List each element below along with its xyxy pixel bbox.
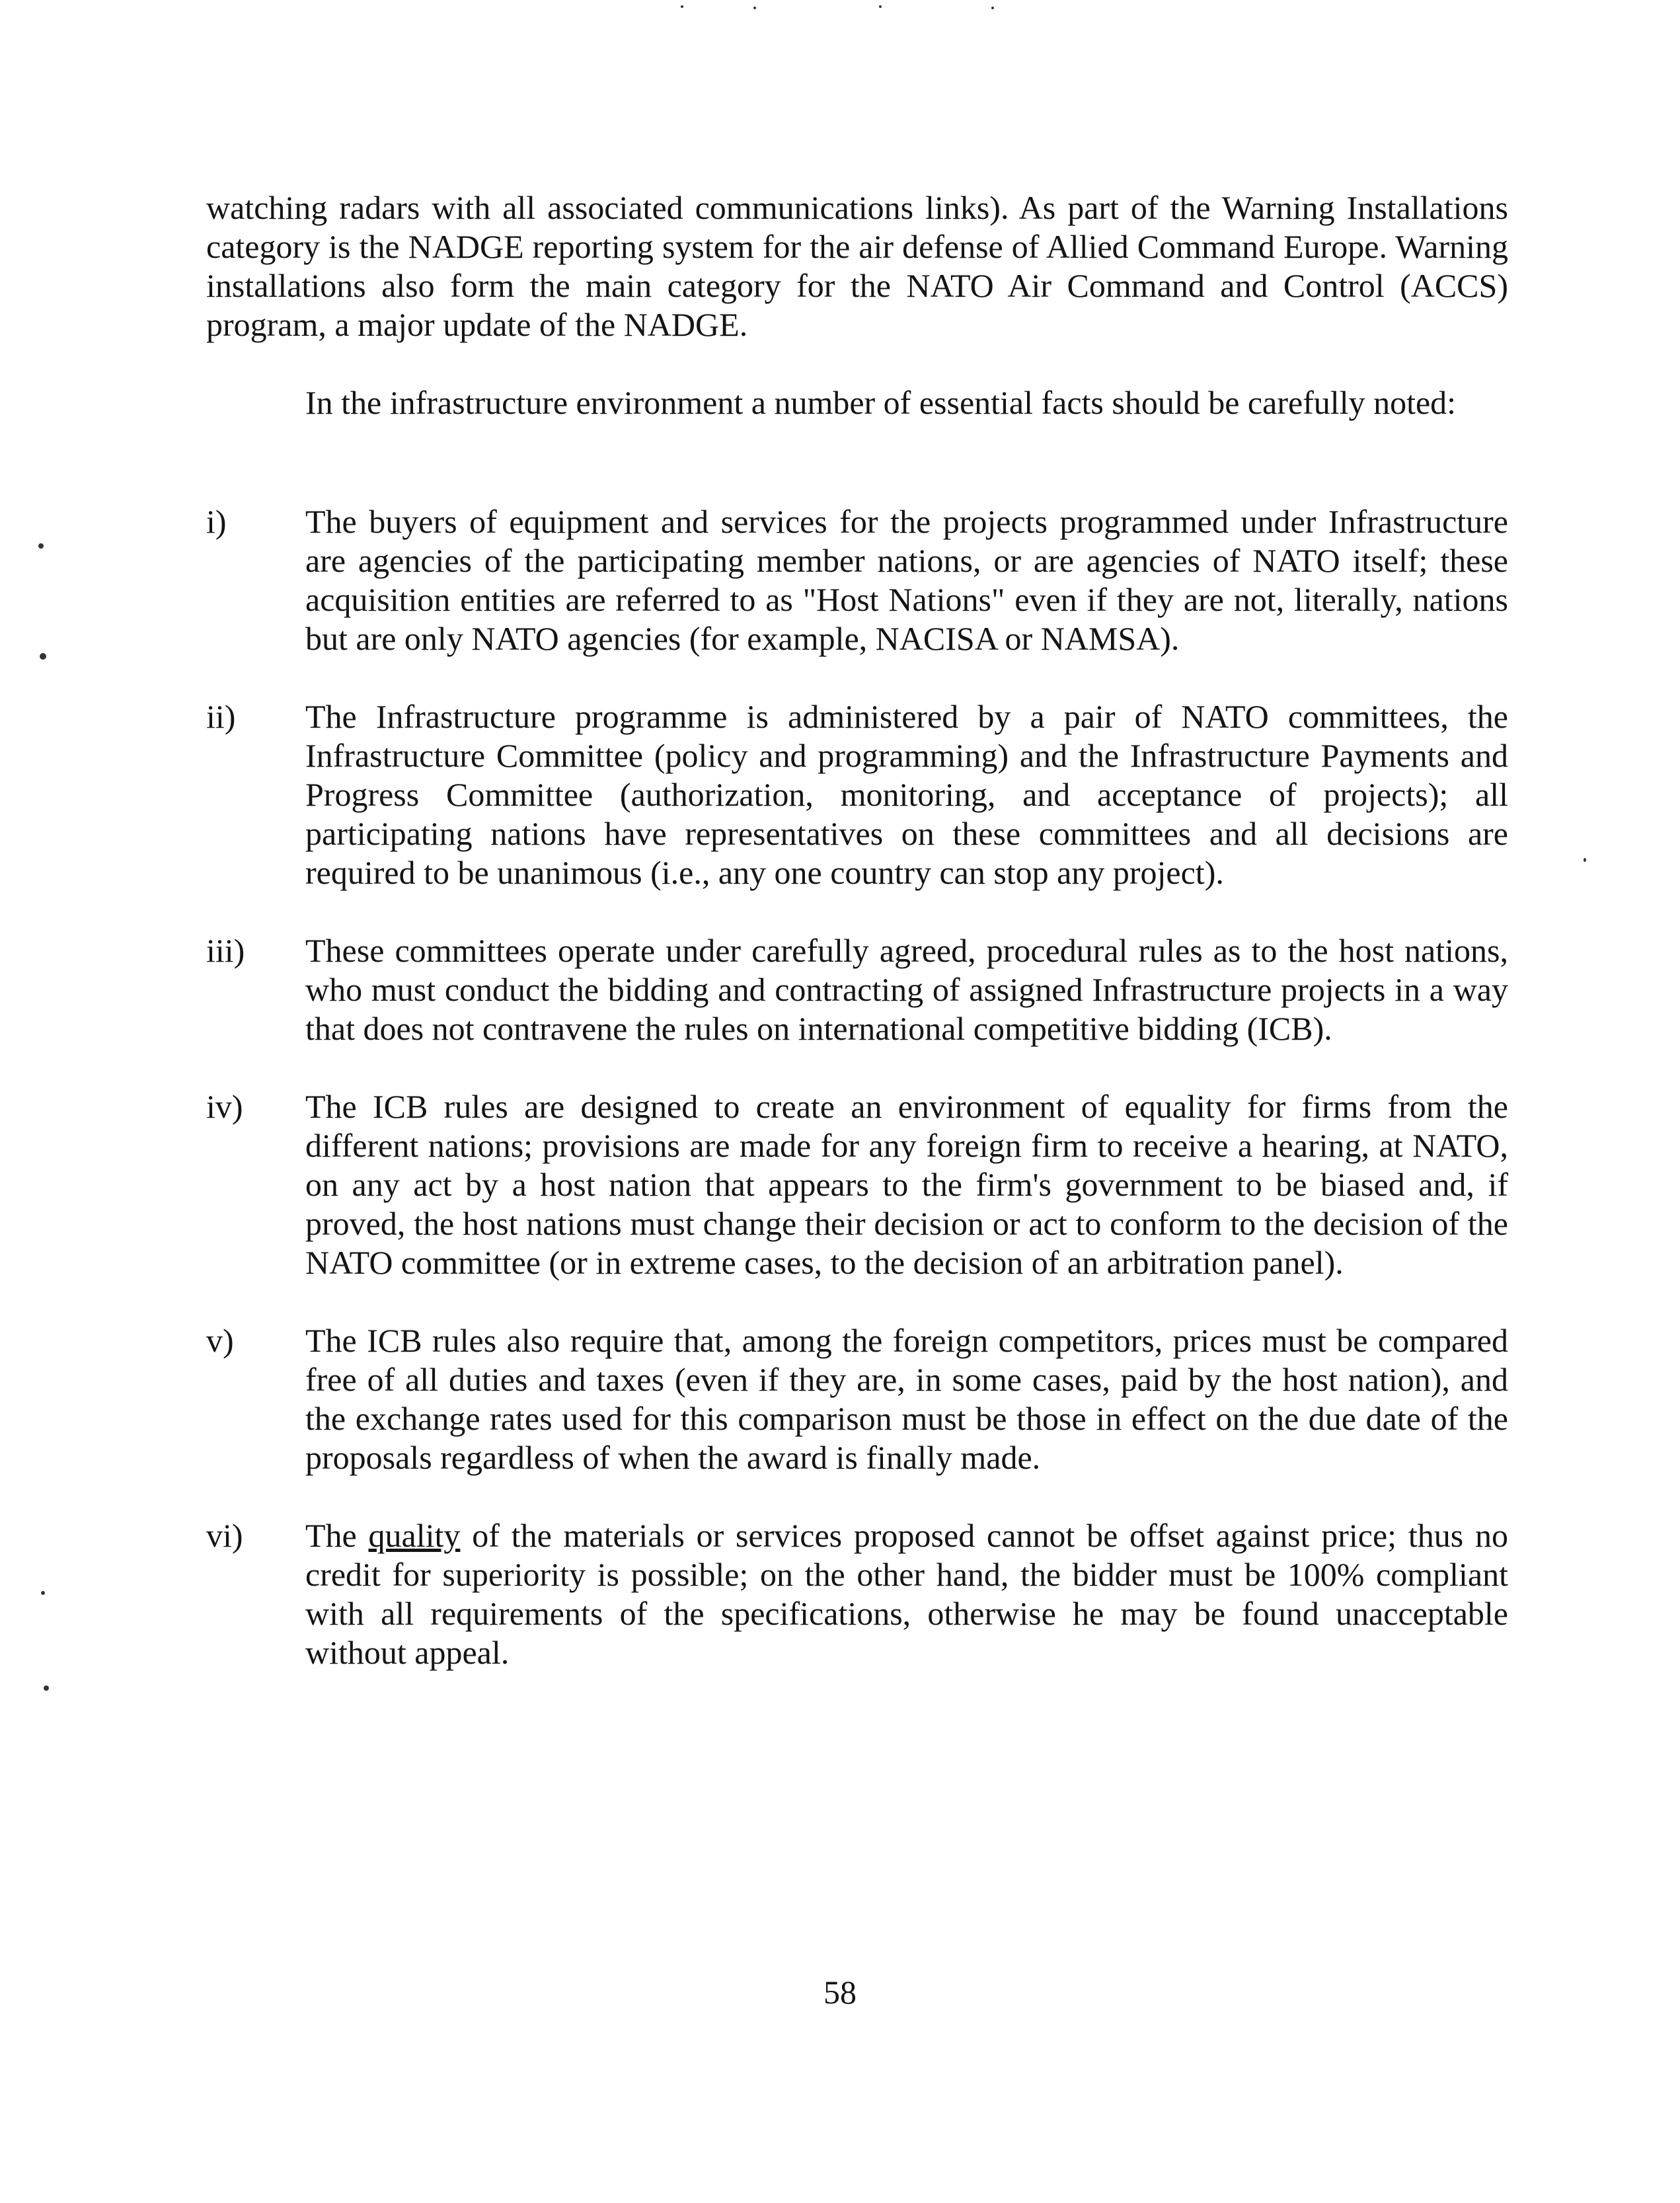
scan-speck: [44, 1685, 49, 1691]
list-marker: iv): [206, 1088, 243, 1125]
quality-underlined-word: quality: [368, 1517, 461, 1554]
list-item: [206, 1087, 1508, 1282]
list-marker: ii): [206, 698, 236, 735]
scan-speck: [991, 7, 994, 9]
list-item: [206, 1516, 1508, 1672]
scan-speck: [1584, 858, 1586, 862]
quality-prefix: The: [305, 1517, 369, 1554]
quality-suffix: of the materials or services proposed cannot be offset against price; thus no credit for superiority is possible; on the other hand, the bidder must be 100% compliant with all requirements of the specifications, otherwise he may be found unacceptable without appeal.: [305, 1517, 1508, 1671]
scan-speck: [879, 5, 882, 8]
scan-speck: [40, 653, 46, 660]
list-item-text: The ICB rules are designed to create an environment of equality for firms from the different nations; provisions are made for any foreign firm to receive a hearing, at NATO, on any act by a host nation that appears to the firm's government to be biased and, if proved, the host nations must change their decision or act to conform to the decision of the NATO committee (or in extreme cases, to the decision of an arbitration panel).: [305, 1088, 1508, 1281]
list-marker: i): [206, 503, 227, 540]
list-item: [206, 1321, 1508, 1477]
list-item: [206, 502, 1508, 658]
scan-speck: [41, 1591, 45, 1595]
intro-paragraph: watching radars with all associated communications links). As part of the Warning Installations category is the NADGE reporting system for the air defense of Allied Command Europe. Warning installations also form the main category for the NATO Air Command and Control (ACCS) program, a major update of the NADGE.: [206, 189, 1508, 343]
list-marker: iii): [206, 932, 245, 969]
scan-speck: [38, 543, 44, 549]
list-marker: vi): [206, 1517, 243, 1554]
list-marker: v): [206, 1322, 234, 1359]
list-item-text: The Infrastructure programme is administered by a pair of NATO committees, the Infrastructure Committee (policy and programming) and the Infrastructure Payments and Progress Committee (authorization, monitoring, and acceptance of projects); all participating nations have representatives on these committees and all decisions are required to be unanimous (i.e., any one country can stop any project).: [305, 698, 1508, 891]
facts-list: [206, 502, 1508, 1672]
lead-paragraph: In the infrastructure environment a number of essential facts should be carefully noted:: [305, 384, 1457, 421]
scan-speck: [681, 5, 683, 8]
list-item-text: These committees operate under carefully agreed, procedural rules as to the host nations, who must conduct the bidding and contracting of assigned Infrastructure projects in a way that does not contravene the rules on international competitive bidding (ICB).: [305, 932, 1508, 1047]
page-number: 58: [823, 1974, 857, 2011]
list-item-text: The ICB rules also require that, among the foreign competitors, prices must be compared free of all duties and taxes (even if they are, in some cases, paid by the host nation), and the exchange rates used for this comparison must be those in effect on the due date of the proposals regardless of when the award is finally made.: [305, 1322, 1508, 1476]
list-item-text: [305, 1516, 1508, 1672]
list-item: [206, 931, 1508, 1048]
list-item: [206, 697, 1508, 892]
list-item-text: The buyers of equipment and services for the projects programmed under Infrastructure are agencies of the participating member nations, or are agencies of NATO itself; these acquisition entities are referred to as "Host Nations" even if they are not, literally, nations but are only NATO agencies (for example, NACISA or NAMSA).: [305, 503, 1508, 657]
scan-speck: [753, 7, 756, 9]
